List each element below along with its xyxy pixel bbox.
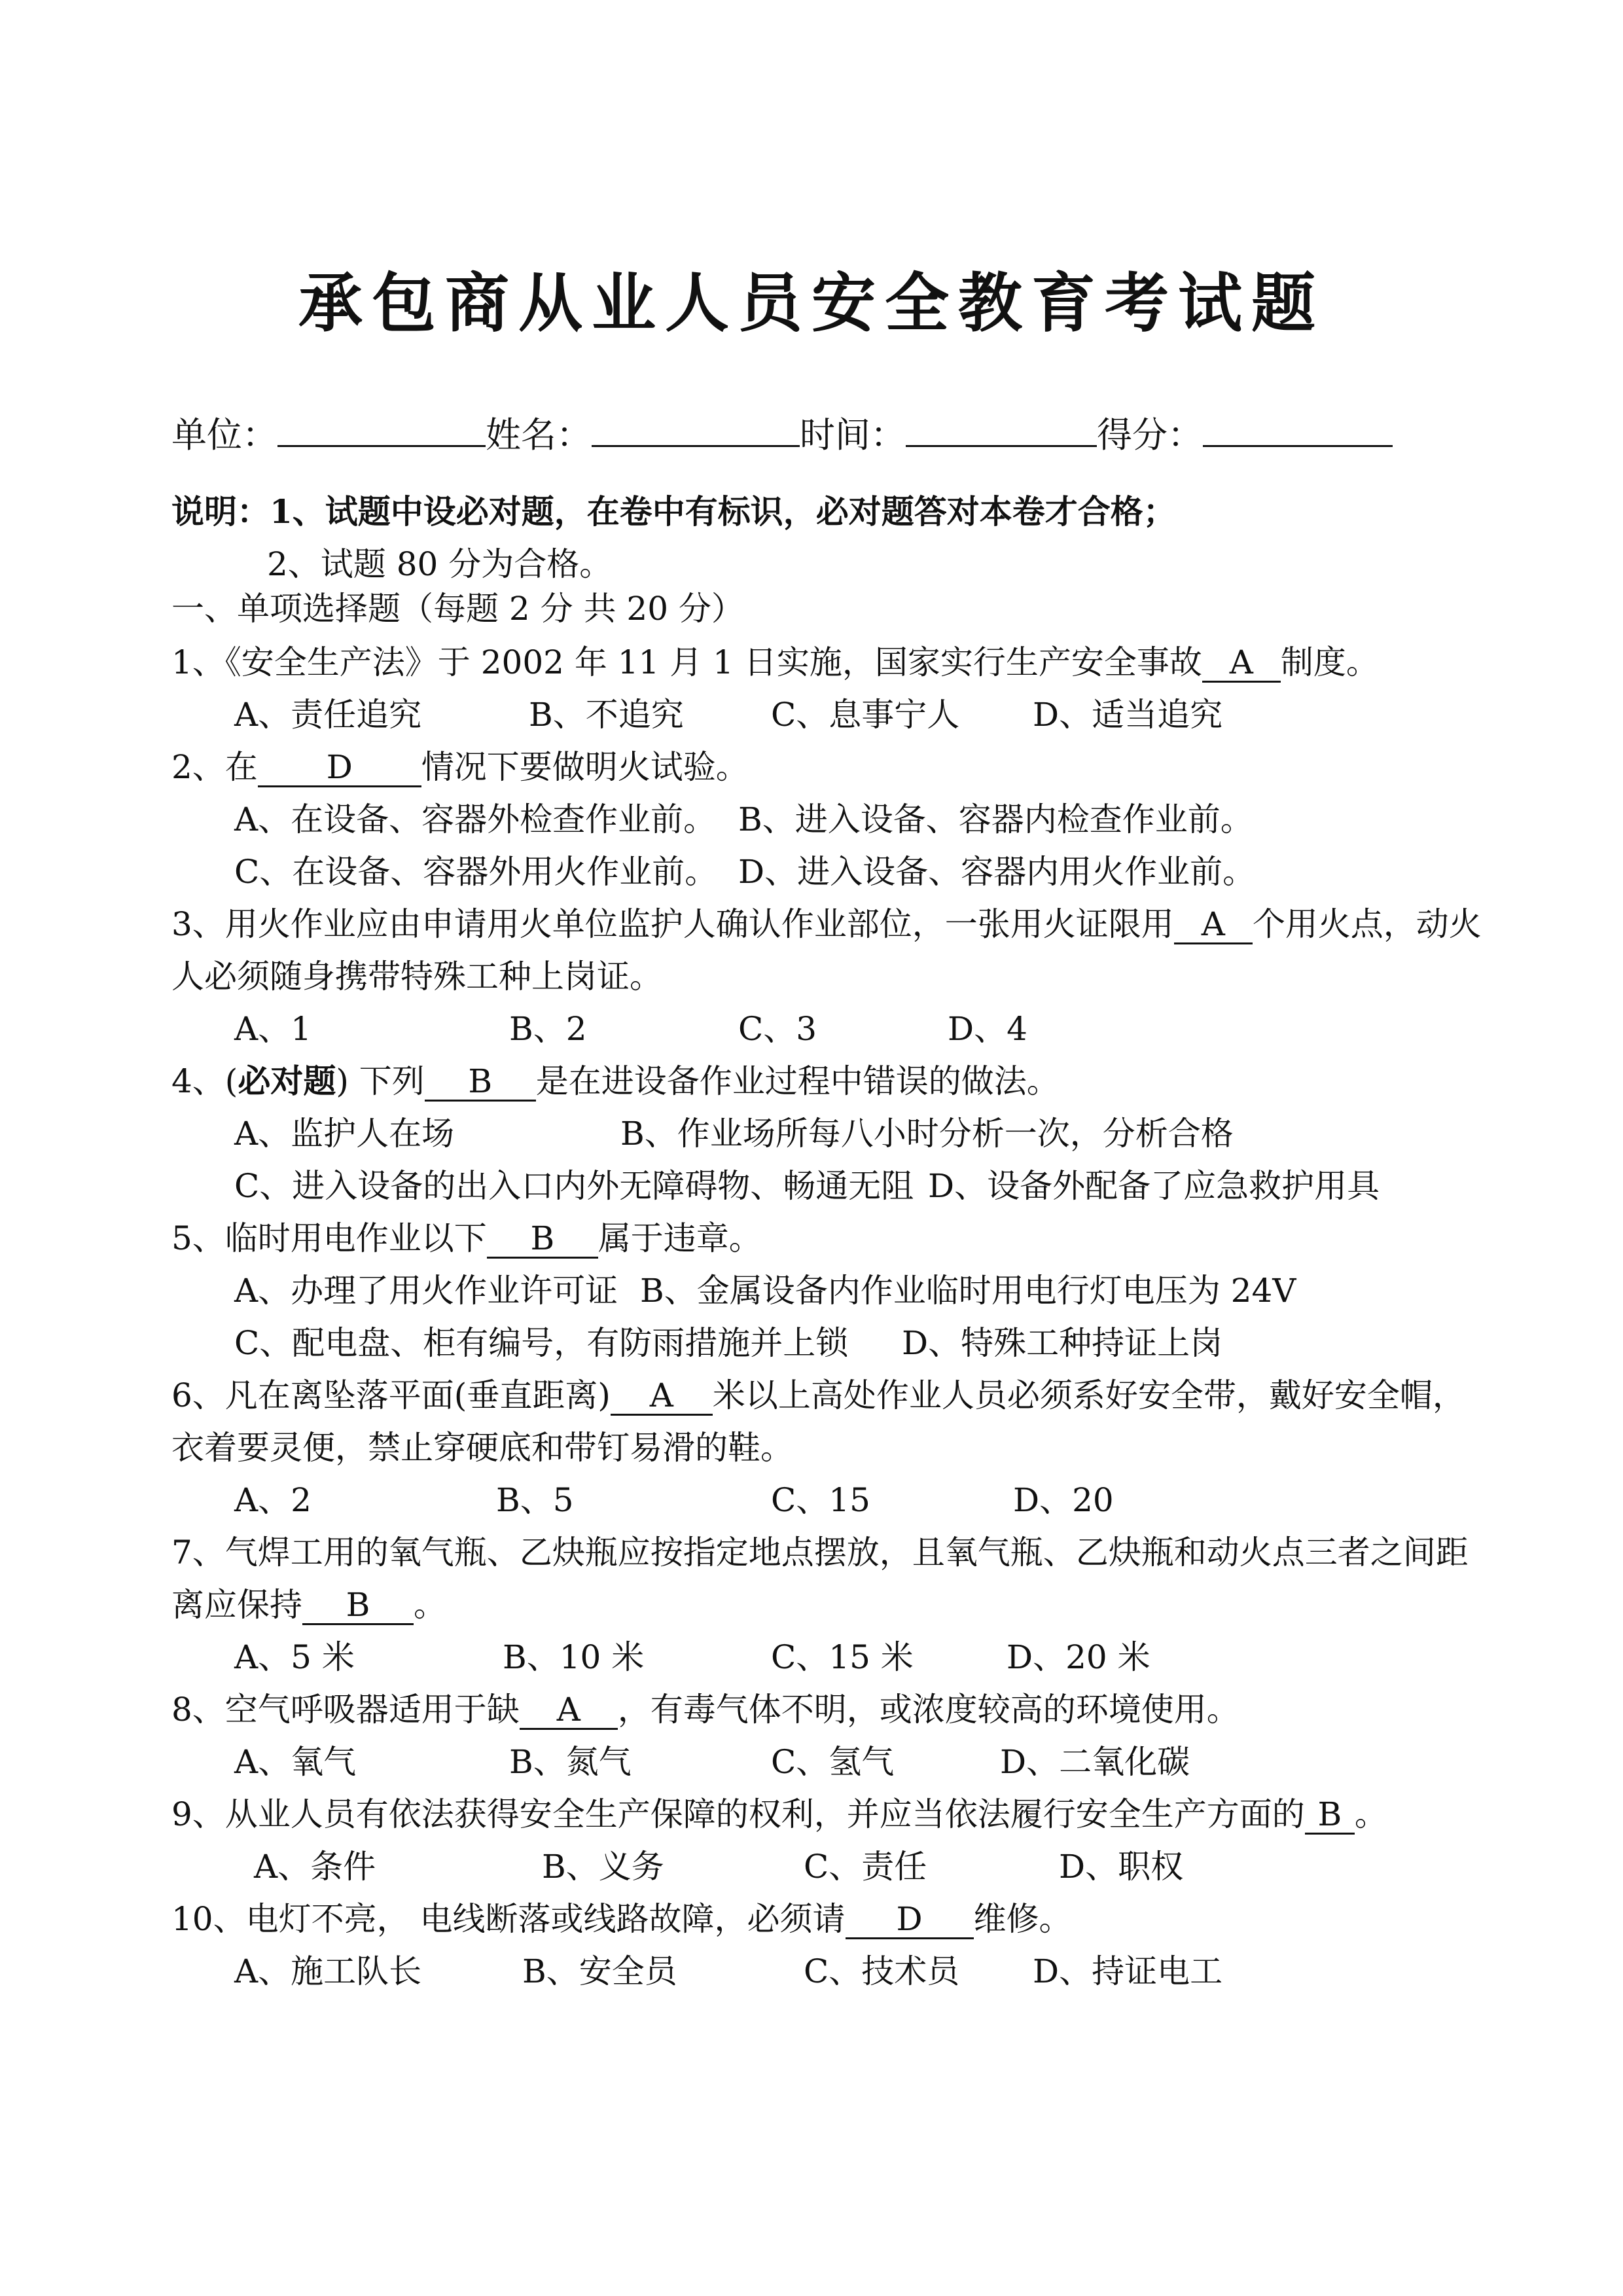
option-a: A、条件 <box>254 1848 376 1886</box>
answer-blank[interactable]: B <box>302 1587 414 1625</box>
name-label: 姓名： <box>486 414 592 456</box>
option-a: A、监护人在场 <box>234 1115 455 1153</box>
option-c: C、息事宁人 <box>771 696 960 734</box>
option-a: A、在设备、容器外检查作业前。 <box>234 800 717 838</box>
answer-blank[interactable]: B <box>487 1220 598 1259</box>
option-b: B、不追究 <box>529 696 684 734</box>
answer-blank[interactable]: A <box>611 1377 713 1416</box>
option-a: A、1 <box>234 1010 312 1048</box>
option-d: D、设备外配备了应急救护用具 <box>928 1167 1380 1205</box>
question-4: 4、(必对题) 下列 B 是在进设备作业过程中错误的做法。 <box>171 1062 1060 1100</box>
option-a: A、办理了用火作业许可证 <box>234 1272 618 1310</box>
answer-blank[interactable]: B <box>1305 1796 1355 1835</box>
question-1: 1、《安全生产法》于 2002 年 11 月 1 日实施，国家实行生产安全事故 A 制度。 <box>171 643 1379 681</box>
option-b: B、金属设备内作业临时用电行灯电压为 24V <box>640 1272 1296 1310</box>
option-d: D、4 <box>948 1010 1027 1048</box>
question-6: 6、凡在离坠落平面(垂直距离) A 米以上高处作业人员必须系好安全带，戴好安全帽， <box>171 1376 1465 1414</box>
option-c: C、技术员 <box>804 1952 960 1990</box>
score-field[interactable] <box>1203 418 1393 447</box>
page-title: 承包商从业人员安全教育考试题 <box>298 266 1325 341</box>
option-b: B、进入设备、容器内检查作业前。 <box>738 800 1253 838</box>
question-5: 5、临时用电作业以下 B 属于违章。 <box>171 1219 762 1257</box>
option-c: C、15 <box>771 1481 870 1519</box>
option-a: A、氧气 <box>234 1743 357 1781</box>
unit-label: 单位： <box>171 414 277 456</box>
option-a: A、施工队长 <box>234 1952 422 1990</box>
question-3-line-2: 人必须随身携带特殊工种上岗证。 <box>171 958 662 996</box>
option-a: A、2 <box>234 1481 312 1519</box>
question-6-line-2: 衣着要灵便，禁止穿硬底和带钉易滑的鞋。 <box>171 1429 793 1467</box>
option-b: B、氮气 <box>509 1743 632 1781</box>
section-heading: 一、单项选择题（每题 2 分 共 20 分） <box>171 590 744 628</box>
instructions-line-2: 2、试题 80 分为合格。 <box>267 545 613 583</box>
option-c: C、配电盘、柜有编号，有防雨措施并上锁 <box>234 1324 849 1362</box>
name-field[interactable] <box>592 418 800 447</box>
answer-blank[interactable]: D <box>846 1901 974 1939</box>
must-answer-tag: 必对题 <box>238 1062 336 1100</box>
option-b: B、义务 <box>542 1848 664 1886</box>
option-d: D、20 <box>1013 1481 1114 1519</box>
question-9: 9、从业人员有依法获得安全生产保障的权利，并应当依法履行安全生产方面的 B 。 <box>171 1795 1387 1833</box>
option-b: B、安全员 <box>522 1952 677 1990</box>
question-2: 2、在 D 情况下要做明火试验。 <box>171 748 749 786</box>
option-b: B、2 <box>509 1010 587 1048</box>
time-field[interactable] <box>906 418 1097 447</box>
score-label: 得分： <box>1097 414 1203 456</box>
answer-blank[interactable]: A <box>520 1691 618 1730</box>
unit-field[interactable] <box>277 418 486 447</box>
question-3: 3、用火作业应由申请用火单位监护人确认作业部位，一张用火证限用 A 个用火点，动火 <box>171 905 1482 943</box>
option-b: B、10 米 <box>503 1638 645 1676</box>
option-b: B、作业场所每八小时分析一次，分析合格 <box>620 1115 1234 1153</box>
option-d: D、持证电工 <box>1033 1952 1223 1990</box>
option-c: C、责任 <box>804 1848 927 1886</box>
option-d: D、特殊工种持证上岗 <box>902 1324 1223 1362</box>
option-d: D、职权 <box>1059 1848 1184 1886</box>
option-c: C、3 <box>738 1010 817 1048</box>
question-7: 7、气焊工用的氧气瓶、乙炔瓶应按指定地点摆放，且氧气瓶、乙炔瓶和动火点三者之间距 <box>171 1534 1469 1571</box>
option-d: D、适当追究 <box>1033 696 1223 734</box>
answer-blank[interactable]: B <box>425 1063 536 1102</box>
option-d: D、进入设备、容器内用火作业前。 <box>738 853 1256 891</box>
option-a: A、责任追究 <box>234 696 422 734</box>
option-c: C、氢气 <box>771 1743 895 1781</box>
option-c: C、进入设备的出入口内外无障碍物、畅通无阻 <box>234 1167 914 1205</box>
question-8: 8、空气呼吸器适用于缺 A ，有毒气体不明，或浓度较高的环境使用。 <box>171 1691 1240 1729</box>
time-label: 时间： <box>800 414 906 456</box>
option-d: D、二氧化碳 <box>1000 1743 1190 1781</box>
option-a: A、5 米 <box>234 1638 355 1676</box>
option-b: B、5 <box>496 1481 574 1519</box>
option-c: C、15 米 <box>771 1638 914 1676</box>
option-d: D、20 米 <box>1007 1638 1150 1676</box>
question-7-line-2: 离应保持 B 。 <box>171 1586 446 1624</box>
question-10: 10、电灯不亮， 电线断落或线路故障，必须请 D 维修。 <box>171 1900 1072 1938</box>
exam-info-line <box>171 414 1393 457</box>
answer-blank[interactable]: A <box>1202 644 1281 683</box>
answer-blank[interactable]: A <box>1174 906 1253 944</box>
answer-blank[interactable]: D <box>258 749 421 787</box>
option-c: C、在设备、容器外用火作业前。 <box>234 853 718 891</box>
instructions-line-1: 说明：1、试题中设必对题，在卷中有标识，必对题答对本卷才合格； <box>171 492 1176 531</box>
